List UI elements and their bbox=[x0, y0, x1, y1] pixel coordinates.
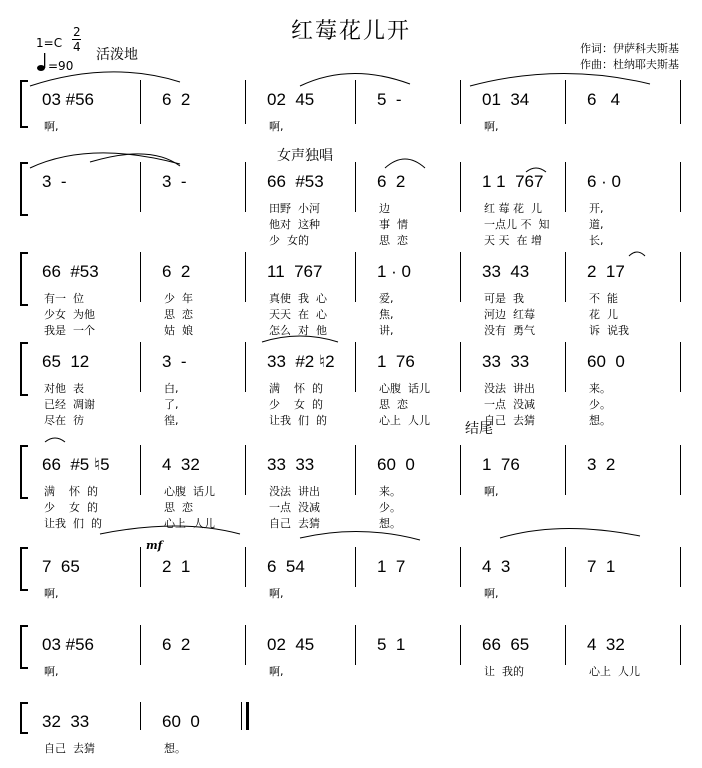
lyric-text: 啊, bbox=[484, 120, 499, 133]
lyric-text: 边 bbox=[379, 202, 390, 215]
lyric-text: 少 年 bbox=[164, 292, 193, 305]
measure-notes: 32 33 bbox=[42, 712, 90, 731]
lyric-text: 对他 表 bbox=[44, 382, 84, 395]
measure-notes: 3 2 bbox=[587, 455, 616, 474]
dynamic-mark-mf: mf bbox=[146, 539, 163, 552]
measure-notes: 6 54 bbox=[267, 557, 305, 576]
lyric-text: 一点儿 不 知 bbox=[484, 218, 550, 231]
lyric-text: 讲, bbox=[379, 324, 394, 337]
measure-notes: 3 - bbox=[162, 352, 187, 371]
measure-notes: 66 #53 bbox=[42, 262, 99, 281]
lyric-text: 焦, bbox=[379, 308, 394, 321]
lyric-text: 天天 在 心 bbox=[269, 308, 327, 321]
lyric-text: 啊, bbox=[269, 665, 284, 678]
measure-notes: 4 32 bbox=[587, 635, 625, 654]
lyric-text: 开, bbox=[589, 202, 604, 215]
measure-notes: 6 4 bbox=[587, 90, 621, 109]
expression-mark: 活泼地 bbox=[96, 47, 138, 63]
lyric-text: 了, bbox=[164, 398, 179, 411]
lyric-text: 啊, bbox=[484, 485, 499, 498]
lyric-text: 想。 bbox=[164, 742, 186, 755]
lyric-text: 我是 一个 bbox=[44, 324, 95, 337]
measure-notes: 66 65 bbox=[482, 635, 530, 654]
measure-notes: 2 17 bbox=[587, 262, 625, 281]
measure-notes: 5 - bbox=[377, 90, 402, 109]
lyric-text: 没法 讲出 bbox=[269, 485, 320, 498]
lyric-text: 让 我的 bbox=[484, 665, 524, 678]
measure-notes: 2 1 bbox=[162, 557, 191, 576]
lyric-text: 啊, bbox=[269, 587, 284, 600]
measure-notes: 01 34 bbox=[482, 90, 530, 109]
lyric-text: 来。 bbox=[589, 382, 611, 395]
lyric-text: 花 儿 bbox=[589, 308, 618, 321]
lyric-text: 红 莓 花 儿 bbox=[484, 202, 542, 215]
tempo-mark: =90 bbox=[48, 59, 74, 73]
section-label-solo: 女声独唱 bbox=[277, 148, 333, 164]
measure-notes: 03 #56 bbox=[42, 635, 94, 654]
lyric-text: 少女 为他 bbox=[44, 308, 95, 321]
measure-notes: 02 45 bbox=[267, 90, 315, 109]
measure-notes: 33 #2 ♮2 bbox=[267, 352, 335, 371]
lyric-text: 有一 位 bbox=[44, 292, 84, 305]
measure-notes: 1 76 bbox=[377, 352, 415, 371]
measure-notes: 60 0 bbox=[587, 352, 625, 371]
measure-notes: 3 - bbox=[42, 172, 67, 191]
song-title: 红莓花儿开 bbox=[290, 19, 411, 44]
lyric-text: 思 恋 bbox=[164, 501, 193, 514]
lyric-text: 姑 娘 bbox=[164, 324, 193, 337]
lyric-text: 啊, bbox=[44, 120, 59, 133]
lyric-text: 心上 人儿 bbox=[379, 414, 430, 427]
lyric-text: 不 能 bbox=[589, 292, 618, 305]
lyric-text: 天 天 在 增 bbox=[484, 234, 542, 247]
lyric-text: 心腹 话儿 bbox=[164, 485, 215, 498]
lyric-text: 自己 去猜 bbox=[269, 517, 320, 530]
lyric-text: 田野 小河 bbox=[269, 202, 320, 215]
lyric-text: 啊, bbox=[269, 120, 284, 133]
lyric-text: 已经 凋谢 bbox=[44, 398, 95, 411]
lyric-text: 思 恋 bbox=[379, 398, 408, 411]
lyric-text: 啊, bbox=[484, 587, 499, 600]
lyric-text: 没有 勇气 bbox=[484, 324, 535, 337]
lyric-text: 满 怀 的 bbox=[269, 382, 323, 395]
measure-notes: 60 0 bbox=[377, 455, 415, 474]
lyric-text: 少 女的 bbox=[269, 234, 309, 247]
measure-notes: 11 767 bbox=[267, 262, 323, 281]
key-signature: 1=C bbox=[36, 36, 63, 50]
lyric-text: 来。 bbox=[379, 485, 401, 498]
lyric-text: 怎么 对 他 bbox=[269, 324, 327, 337]
measure-notes: 4 3 bbox=[482, 557, 511, 576]
lyric-text: 思 恋 bbox=[379, 234, 408, 247]
measure-notes: 3 - bbox=[162, 172, 187, 191]
lyric-text: 一点 没减 bbox=[484, 398, 535, 411]
time-signature-bottom: 4 bbox=[73, 40, 81, 54]
lyric-text: 事 情 bbox=[379, 218, 408, 231]
lyric-text: 徨, bbox=[164, 414, 179, 427]
lyric-text: 一点 没减 bbox=[269, 501, 320, 514]
lyric-text: 少。 bbox=[379, 501, 401, 514]
lyric-text: 他对 这种 bbox=[269, 218, 320, 231]
measure-notes: 5 1 bbox=[377, 635, 406, 654]
measure-notes: 66 #5 ♮5 bbox=[42, 455, 110, 474]
measure-notes: 1 7 bbox=[377, 557, 406, 576]
measure-notes: 33 33 bbox=[482, 352, 530, 371]
measure-notes: 6 2 bbox=[162, 635, 191, 654]
lyric-text: 想。 bbox=[379, 517, 401, 530]
lyric-text: 爱, bbox=[379, 292, 394, 305]
measure-notes: 60 0 bbox=[162, 712, 200, 731]
lyric-text: 思 恋 bbox=[164, 308, 193, 321]
lyric-text: 可是 我 bbox=[484, 292, 524, 305]
lyric-text: 少。 bbox=[589, 398, 611, 411]
lyric-text: 满 怀 的 bbox=[44, 485, 98, 498]
measure-notes: 7 65 bbox=[42, 557, 80, 576]
measure-notes: 03 #56 bbox=[42, 90, 94, 109]
lyric-text: 心腹 话儿 bbox=[379, 382, 430, 395]
measure-notes: 6 2 bbox=[162, 90, 191, 109]
measure-notes: 66 #53 bbox=[267, 172, 324, 191]
lyric-text: 河边 红莓 bbox=[484, 308, 535, 321]
measure-notes: 33 43 bbox=[482, 262, 530, 281]
lyric-text: 真使 我 心 bbox=[269, 292, 327, 305]
lyric-text: 少 女 的 bbox=[269, 398, 323, 411]
composer-credit: 作曲：杜纳耶夫斯基 bbox=[580, 58, 679, 71]
lyric-text: 心上 人儿 bbox=[589, 665, 640, 678]
lyric-text: 让我 们 的 bbox=[44, 517, 102, 530]
measure-notes: 02 45 bbox=[267, 635, 315, 654]
lyric-text: 啊, bbox=[44, 587, 59, 600]
lyric-text: 诉 说我 bbox=[589, 324, 629, 337]
measure-notes: 1 76 bbox=[482, 455, 520, 474]
lyric-text: 尽在 彷 bbox=[44, 414, 84, 427]
measure-notes: 1 1 767 bbox=[482, 172, 544, 191]
lyric-text: 白, bbox=[164, 382, 179, 395]
lyricist-credit: 作词：伊萨科夫斯基 bbox=[580, 42, 679, 55]
lyric-text: 让我 们 的 bbox=[269, 414, 327, 427]
lyric-text: 自己 去猜 bbox=[44, 742, 95, 755]
measure-notes: 33 33 bbox=[267, 455, 315, 474]
lyric-text: 没法 讲出 bbox=[484, 382, 535, 395]
measure-notes: 65 12 bbox=[42, 352, 90, 371]
measure-notes: 1 · 0 bbox=[377, 262, 412, 281]
lyric-text: 自己 去猜 bbox=[484, 414, 535, 427]
measure-notes: 6 2 bbox=[377, 172, 406, 191]
section-label-ending: 结尾 bbox=[465, 421, 493, 437]
lyric-text: 道, bbox=[589, 218, 604, 231]
lyric-text: 心上 人儿 bbox=[164, 517, 215, 530]
lyric-text: 想。 bbox=[589, 414, 611, 427]
lyric-text: 长, bbox=[589, 234, 604, 247]
lyric-text: 啊, bbox=[44, 665, 59, 678]
measure-notes: 6 · 0 bbox=[587, 172, 622, 191]
lyric-text: 少 女 的 bbox=[44, 501, 98, 514]
measure-notes: 6 2 bbox=[162, 262, 191, 281]
time-signature-top: 2 bbox=[73, 25, 81, 39]
measure-notes: 7 1 bbox=[587, 557, 616, 576]
measure-notes: 4 32 bbox=[162, 455, 200, 474]
